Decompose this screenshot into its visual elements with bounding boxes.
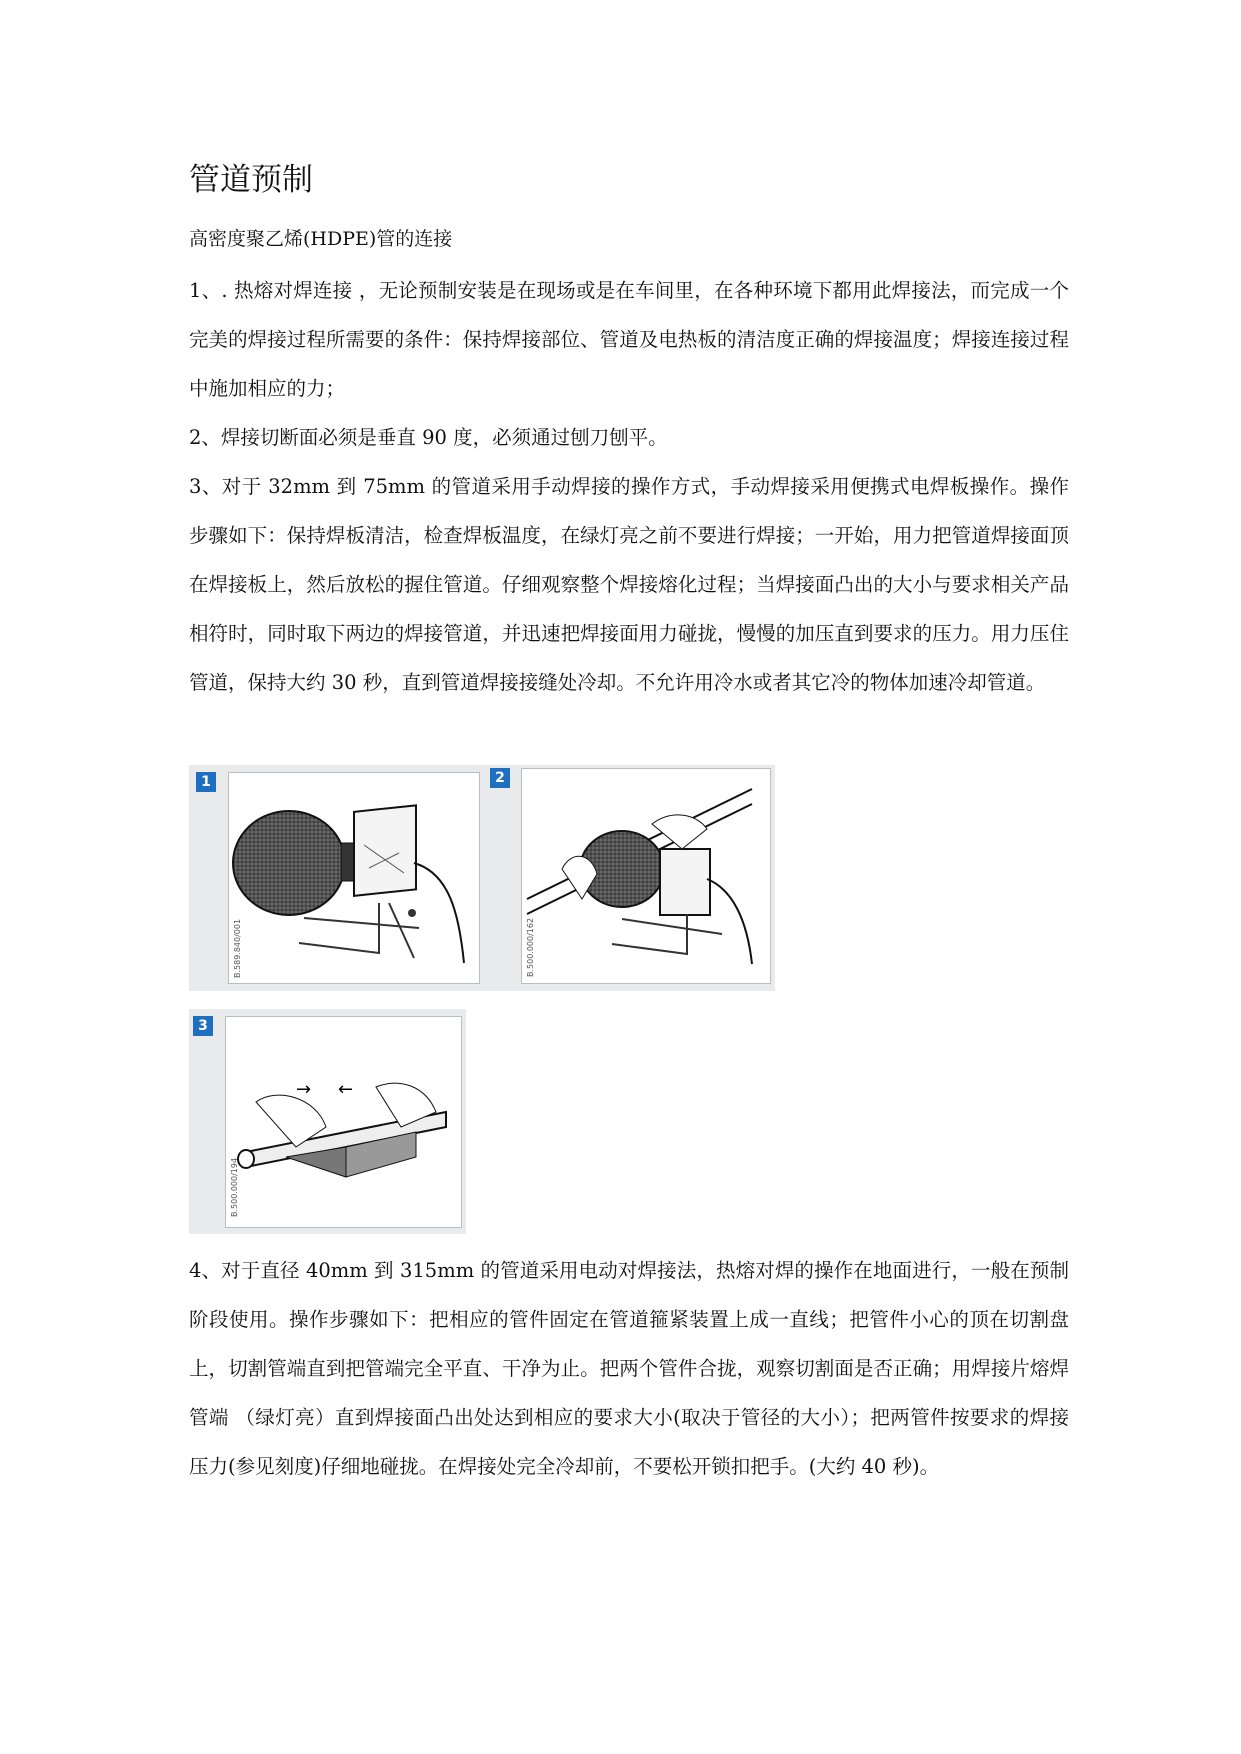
figure-2-badge: 2 bbox=[490, 768, 510, 788]
figure-3-frame bbox=[225, 1016, 462, 1228]
section-subtitle: 高密度聚乙烯(HDPE)管的连接 bbox=[189, 228, 453, 250]
figure-3-illustration bbox=[226, 1017, 461, 1227]
paragraph-1: 1、. 热熔对焊连接 ，无论预制安装是在现场或是在车间里，在各种环境下都用此焊接法，而完成一个完美的焊接过程所需要的条件：保持焊接部位、管道及电热板的清洁度正确的焊接温度；焊接连接过程中施加相应的力； bbox=[189, 279, 1069, 400]
svg-text:←: ← bbox=[338, 1079, 354, 1100]
paragraph-3: 3、对于 32mm 到 75mm 的管道采用手动焊接的操作方式，手动焊接采用便携式电焊板操作。操作步骤如下：保持焊板清洁，检查焊板温度，在绿灯亮之前不要进行焊接；一开始，用力把管道焊接面顶在焊接板上，然后放松的握住管道。仔细观察整个焊接熔化过程；当焊接面凸出的大小与要求相关产品相符时，同时取下两边的焊接管道，并迅速把焊接面用力碰拢，慢慢的加压直到要求的压力。用力压住管道，保持大约 30 秒，直到管道焊接接缝处冷却。不允许用冷水或者其它冷的物体加速冷却管道。 bbox=[189, 475, 1069, 694]
figure-3 bbox=[189, 1009, 466, 1234]
figure-1 bbox=[189, 765, 485, 991]
page-title: 管道预制 bbox=[189, 162, 313, 198]
figure-1-illustration bbox=[229, 773, 479, 983]
paragraph-4: 4、对于直径 40mm 到 315mm 的管道采用电动对焊接法，热熔对焊的操作在地面进行，一般在预制阶段使用。操作步骤如下：把相应的管件固定在管道箍紧装置上成一直线；把管件小心的顶在切割盘上，切割管端直到把管端完全平直、干净为止。把两个管件合拢，观察切割面是否正确；用焊接片熔焊管端 （绿灯亮）直到焊接面凸出处达到相应的要求大小(取决于管径的大小）；把两管件按要求的焊接压力(参见刻度)仔细地碰拢。在焊接处完全冷却前，不要松开锁扣把手。(大约 40 秒)。 bbox=[189, 1259, 1069, 1478]
figure-2-code: B.500.000/162 bbox=[526, 917, 535, 977]
figure-3-badge: 3 bbox=[193, 1016, 213, 1036]
figure-1-code: B.589.840/001 bbox=[233, 918, 242, 978]
figure-2 bbox=[485, 765, 775, 991]
paragraph-2: 2、焊接切断面必须是垂直 90 度，必须通过刨刀刨平。 bbox=[189, 426, 668, 449]
figure-1-frame bbox=[228, 772, 480, 984]
figure-2-frame bbox=[521, 768, 771, 984]
figure-2-illustration bbox=[522, 769, 770, 983]
svg-text:→: → bbox=[296, 1079, 312, 1100]
figure-3-code: B.500.000/194 bbox=[230, 1157, 239, 1217]
figure-1-badge: 1 bbox=[196, 772, 216, 792]
